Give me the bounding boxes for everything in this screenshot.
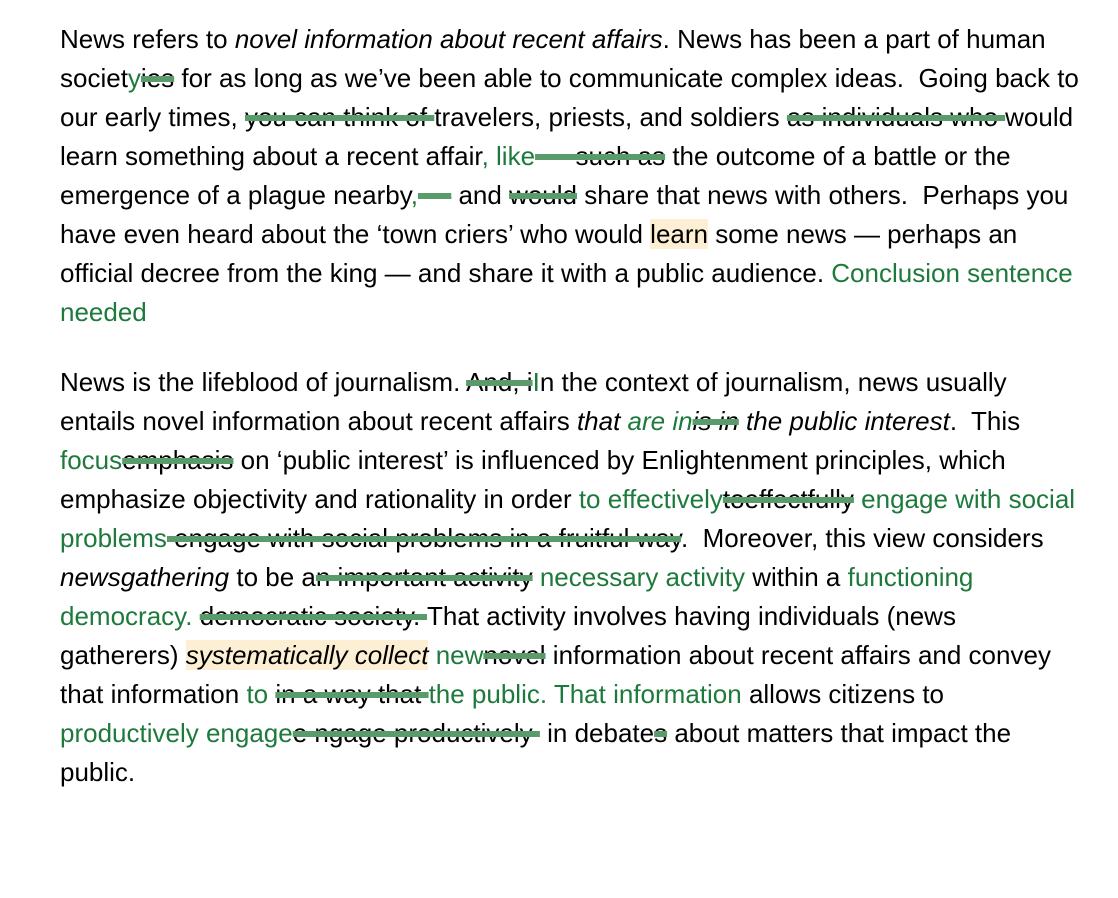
inserted-text: Conclusion sentence needed	[60, 258, 1080, 327]
deleted-text: novel	[483, 640, 546, 670]
text-run: about matters that impact the public.	[60, 718, 1019, 787]
deleted-text: engage with social problems in a fruitful way	[166, 523, 681, 553]
inserted-text: ,	[410, 180, 418, 210]
deleted-text: ies	[140, 63, 175, 93]
inserted-text: engage with social problems	[60, 484, 1083, 553]
deleted-text: n important activity	[315, 562, 533, 592]
deleted-text: — such as	[535, 141, 666, 171]
paragraph-news-journalism	[60, 363, 1083, 792]
deleted-text: as individuals who	[786, 102, 1006, 132]
italic-text-run: novel information about recent affairs	[234, 24, 663, 54]
inserted-text: new	[435, 640, 484, 670]
text-run: would learn something about a recent affair	[60, 102, 1081, 171]
inserted-text: to	[246, 679, 276, 709]
italic-text-run: newsgathering	[60, 562, 230, 592]
text-run: information about recent affairs and convey that information	[60, 640, 1059, 709]
inserted-text: necessary activity	[532, 562, 746, 592]
text-run: News refers to	[60, 24, 235, 54]
deleted-text: —	[418, 180, 452, 210]
text-run: for as long as we’ve been able to communicate complex ideas. Going back to our early times,	[60, 63, 1087, 132]
italic-text-run: the public interest	[738, 406, 950, 436]
text-run: allows citizens to	[741, 679, 952, 709]
deleted-text: emphasis	[122, 445, 234, 475]
text-run: on ‘public interest’ is influenced by Enlightenment principles, which emphasize objectivity and rationality in order	[60, 445, 1013, 514]
inserted-text: , like	[481, 141, 536, 171]
text-run: and	[451, 180, 510, 210]
inserted-text: productively engage	[60, 718, 293, 748]
italic-text-run: that	[576, 406, 628, 436]
text-run: the outcome of a battle or the emergence of a plague nearby	[60, 141, 1018, 210]
deleted-text: toeffectfully	[722, 484, 854, 514]
text-run: share that news with others. Perhaps you have even heard about the ‘town criers’ who would	[60, 180, 1076, 249]
deleted-text: you can think of	[244, 102, 435, 132]
text-run: some news — perhaps an official decree from the king — and share it with a public audience.	[60, 219, 1025, 288]
inserted-text: I	[532, 367, 540, 397]
inserted-text: the public. That information	[428, 679, 742, 709]
inserted-text: are in	[627, 406, 693, 436]
text-run: . This	[949, 406, 1028, 436]
text-run: within a	[745, 562, 848, 592]
inserted-text: focus	[60, 445, 123, 475]
deleted-text: e ngage productively	[292, 718, 540, 748]
text-run: News is the lifeblood of journalism.	[60, 367, 467, 397]
inserted-text: to effectively	[578, 484, 723, 514]
deleted-text: is in	[692, 406, 739, 436]
inserted-text: y	[127, 63, 141, 93]
highlighted-text: learn	[650, 219, 708, 249]
text-run: . Moreover, this view considers	[680, 523, 1051, 553]
text-run: travelers, priests, and soldiers	[434, 102, 787, 132]
deleted-text: And, i	[466, 367, 533, 397]
deleted-text: would	[509, 180, 577, 210]
text-run: n the context of journalism, news usually entails novel information about recent affairs	[60, 367, 1014, 436]
deleted-text: s	[654, 718, 668, 748]
document-body	[60, 20, 1087, 792]
text-run: . News has been a part of human societ	[60, 24, 1053, 93]
text-run: to be a	[229, 562, 316, 592]
deleted-text: in a way that	[275, 679, 429, 709]
text-run: in debate	[539, 718, 655, 748]
inserted-text: functioning democracy.	[60, 562, 981, 631]
paragraph-news-definition	[60, 20, 1087, 332]
text-run	[428, 640, 435, 670]
text-run: That activity involves having individuals (news gatherers)	[60, 601, 964, 670]
highlighted-text: systematically collect	[185, 640, 429, 670]
deleted-text: democratic society.	[199, 601, 428, 631]
